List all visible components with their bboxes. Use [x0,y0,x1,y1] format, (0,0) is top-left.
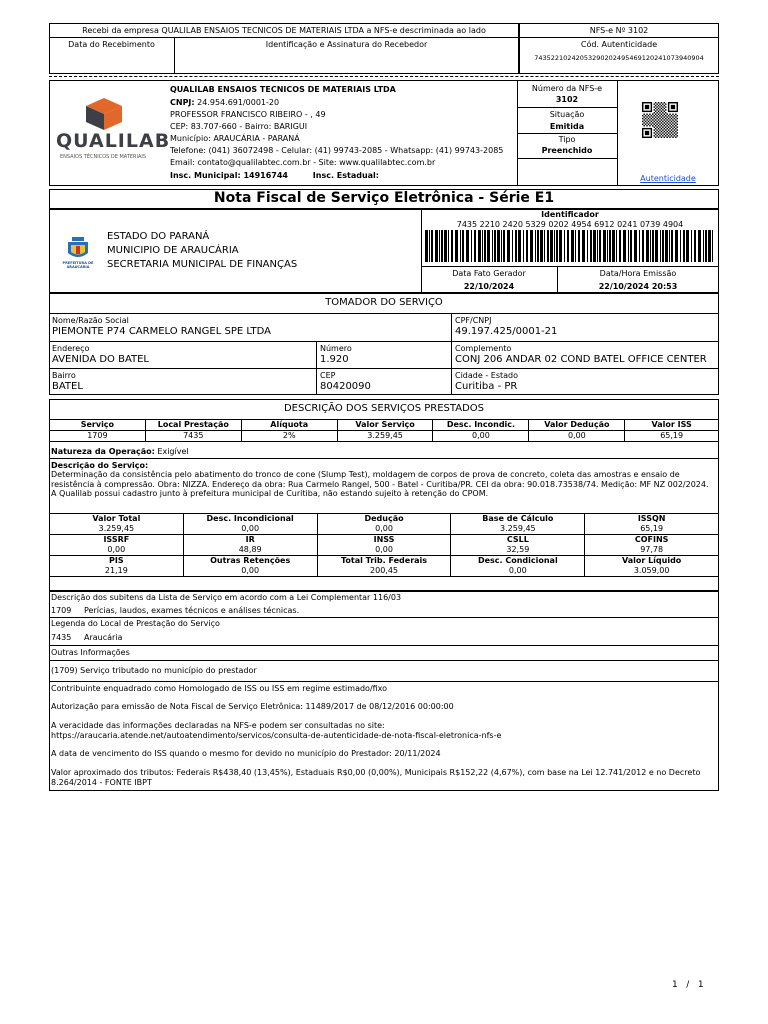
total-cell-valor-liquido [585,556,719,577]
hdr-local: Local Prestação [145,420,241,431]
qr-code [642,102,678,150]
total-value: 0,00 [241,566,260,575]
hdr-desc-incondic: Desc. Incondic. [433,420,529,431]
val-valor-iss: 65,19 [625,431,719,442]
total-value: 65,19 [640,524,664,533]
val-valor-servico: 3.259,45 [337,431,433,442]
totals-row [50,535,719,556]
total-cell-outras-retencoes [183,556,317,577]
receipt-text: Recebi da empresa QUALILAB ENSAIOS TECNICOS DE MATERIAIS LTDA a NFS-e descriminada ao lado [82,26,486,35]
total-cell-cofins [585,535,719,556]
nome-value: PIEMONTE P74 CARMELO RANGEL SPE LTDA [52,326,272,337]
total-value: 32,59 [506,545,530,554]
issuer-insc-est-label: Insc. Estadual: [312,171,379,180]
cep-value: 80420090 [320,381,371,392]
logo-text: QUALILAB [56,130,171,152]
info-p5: Valor aproximado dos tributos: Federais R$438,40 (13,45%), Estaduais R$0,00 (0,00%), Municipais R$152,22 (4,67%), com base na Lei 12.741/2012 e no Decreto 8.264/2014 - FONTE IBPT [51,768,701,787]
total-cell-inss [317,535,451,556]
total-cell-valor-total [50,514,184,535]
info-p1: Contribuinte enquadrado como Homologado de ISS ou ISS em regime estimado/fixo [51,684,388,693]
emissao-label: Data/Hora Emissão [599,269,677,278]
local-desc: Araucária [84,633,123,642]
info-p3a: A veracidade das informações declaradas na NFS-e podem ser consultadas no site: [51,721,385,730]
total-value: 3.259,45 [98,524,135,533]
cpf-value: 49.197.425/0001-21 [455,326,558,337]
total-cell-issqn [585,514,719,535]
issuer-address: PROFESSOR FRANCISCO RIBEIRO - , 49 [170,110,326,119]
hdr-valor-iss: Valor ISS [625,420,719,431]
total-label: COFINS [634,535,669,544]
servicos-table [49,419,719,442]
total-label: Valor Total [92,514,141,523]
total-value: 21,19 [104,566,128,575]
subitem-desc: Perícias, laudos, exames técnicos e análises técnicas. [84,606,300,615]
total-value: 3.259,45 [500,524,536,533]
total-value: 0,00 [375,545,393,554]
info-p3b: https://araucaria.atende.net/autoatendimento/servicos/consulta-de-autenticidade-de-nota-fiscal-eletronica-nfs-e [51,731,502,740]
status-num: 3102 [555,95,579,104]
gov-dept: SECRETARIA MUNICIPAL DE FINANÇAS [107,259,298,270]
numero-label: Número [320,344,352,353]
status-sit: Emitida [549,122,585,131]
total-label: Desc. Condicional [477,556,558,565]
total-label: CSLL [506,535,529,544]
complemento-label: Complemento [455,344,512,353]
authenticity-link[interactable]: Autenticidade [640,174,696,183]
issuer-insc-mun: 14916744 [243,171,288,180]
total-label: Base de Cálculo [482,514,554,523]
hdr-servico: Serviço [50,420,146,431]
total-label: Outras Retenções [210,556,291,565]
totals-table [49,513,719,577]
ident-value: 7435 2210 2420 5329 0202 4954 6912 0241 0739 4904 [456,220,684,229]
status-sit-label: Situação [549,110,585,119]
natureza-value: Exigível [157,447,189,456]
barcode [425,230,715,262]
total-cell-total-trib-federais [317,556,451,577]
total-value: 48,89 [238,545,262,554]
total-cell-desc-condicional [451,556,585,577]
total-label: PIS [109,556,124,565]
total-cell-base-calculo [451,514,585,535]
outras-label: Outras Informações [51,648,130,657]
total-value: 0,00 [107,545,126,554]
logo-subtext: ENSAIOS TÉCNICOS DE MATERIAIS [60,154,147,160]
total-value: 0,00 [241,524,260,533]
ident-label: Identificador [541,210,599,219]
receipt-auth-label: Cód. Autenticidade [580,40,658,49]
numero-value: 1.920 [320,354,349,365]
local-label: Legenda do Local de Prestação do Serviço [51,619,220,628]
status-num-label: Número da NFS-e [531,84,603,93]
hdr-aliquota: Alíquota [241,420,337,431]
bairro-label: Bairro [52,371,76,380]
total-label: INSS [373,535,395,544]
issuer-email: Email: contato@qualilabtec.com.br - Site: www.qualilabtec.com.br [170,158,436,167]
total-value: 0,00 [508,566,527,575]
servicos-title: DESCRIÇÃO DOS SERVIÇOS PRESTADOS [283,403,484,414]
cep-label: CEP [320,371,336,380]
nome-label: Nome/Razão Social [52,316,129,325]
natureza-row: Natureza da Operação: Exigível [51,447,189,456]
hdr-valor-deducao: Valor Dedução [529,420,625,431]
receipt-nfse-label: NFS-e Nº 3102 [589,26,649,35]
total-cell-pis [50,556,184,577]
tomador-box [49,293,719,395]
local-code: 7435 [51,633,72,642]
val-desc-incondic: 0,00 [433,431,529,442]
gov-city: MUNICIPIO DE ARAUCÁRIA [107,245,239,256]
cidade-value: Curitiba - PR [455,381,518,392]
total-value: 97,78 [640,545,664,554]
subitens-label: Descrição dos subitens da Lista de Serviço em acordo com a Lei Complementar 116/03 [51,593,402,602]
info-p4: A data de vencimento do ISS quando o mesmo for devido no município do Prestador: 20/11/2024 [51,749,441,758]
issuer-name: QUALILAB ENSAIOS TECNICOS DE MATERIAIS LTDA [170,85,396,94]
total-cell-issrf [50,535,184,556]
fato-label: Data Fato Gerador [452,269,526,278]
issuer-cnpj-row: CNPJ: 24.954.691/0001-20 [170,98,280,107]
complemento-value: CONJ 206 ANDAR 02 COND BATEL OFFICE CENTER [455,354,707,365]
cidade-label: Cidade - Estado [455,371,518,380]
document-title: Nota Fiscal de Serviço Eletrônica - Série E1 [213,190,555,206]
info-p2: Autorização para emissão de Nota Fiscal de Serviço Eletrônica: 11489/2017 de 08/12/2016 00:00:00 [51,702,454,711]
total-label: ISSQN [637,514,666,523]
emissao-value: 22/10/2024 20:53 [598,282,678,291]
endereco-value: AVENIDA DO BATEL [52,354,150,365]
total-cell-desc-incondicional [183,514,317,535]
receipt-sign-label: Identificação e Assinatura do Recebedor [265,40,428,49]
hdr-valor-servico: Valor Serviço [337,420,433,431]
val-servico: 1709 [50,431,146,442]
tributado-text: (1709) Serviço tributado no município do prestador [51,666,257,675]
qualilab-logo [56,98,171,164]
issuer-city: Município: ARAUCÁRIA - PARANÁ [170,134,300,143]
page-number: 1 / 1 [672,980,704,990]
issuer-phones: Telefone: (041) 36072498 - Celular: (41) 99743-2085 - Whatsapp: (41) 99743-2085 [170,146,504,155]
total-label: Valor Líquido [621,556,682,565]
val-aliquota: 2% [241,431,337,442]
araucaria-crest [58,237,98,269]
total-label: Desc. Incondicional [206,514,294,523]
totals-row [50,556,719,577]
totals-row [50,514,719,535]
status-tipo: Preenchido [541,146,593,155]
total-label: ISSRF [103,535,130,544]
receipt-date-label: Data do Recebimento [68,40,155,49]
crest-text: PREFEITURA DE ARAUCÁRIA [62,261,94,269]
bairro-value: BATEL [52,381,83,392]
total-label: IR [245,535,255,544]
total-cell-csll [451,535,585,556]
total-value: 3.059,00 [633,566,670,575]
receipt-auth-code: 74352210242053290202495469120241073940904 [534,54,704,62]
desc-text: Determinação da consistência pelo abatimento do tronco de cone (Slump Test), moldagem de corpos de prova de concreto, coleta das amostras e ensaio de resistência à compressão. Obra: NIZZA. Endereço da obra: Rua Carmelo Rangel, 500 - Batel - Curitiba/PR. CEI da obra: 90.018.73538/74. Medição: MF NZ 002/2024. A Qualilab possui cadastro junto à prefeitura municipal de Curitiba, não estando sujeito à retenção do CPOM. [51,470,709,498]
fato-value: 22/10/2024 [463,282,515,291]
cpf-label: CPF/CNPJ [455,316,492,325]
total-cell-deducao [317,514,451,535]
total-value: 0,00 [375,524,393,533]
total-label: Total Trib. Federais [341,556,428,565]
issuer-cnpj: 24.954.691/0001-20 [197,98,280,107]
val-local: 7435 [145,431,241,442]
val-valor-deducao: 0,00 [529,431,625,442]
status-tipo-label: Tipo [558,135,576,144]
total-cell-ir [183,535,317,556]
total-label: Dedução [364,514,404,523]
issuer-insc-row: Insc. Municipal: 14916744 Insc. Estadual: [170,171,379,180]
total-value: 200,45 [370,566,399,575]
tomador-title: TOMADOR DO SERVIÇO [325,297,443,308]
subitem-code: 1709 [51,606,72,615]
endereco-label: Endereço [52,344,90,353]
cut-line [49,76,719,77]
issuer-cep: CEP: 83.707-660 - Bairro: BARIGUI [170,122,308,131]
gov-state: ESTADO DO PARANÁ [107,231,210,242]
desc-label: Descrição do Serviço: [51,461,149,470]
